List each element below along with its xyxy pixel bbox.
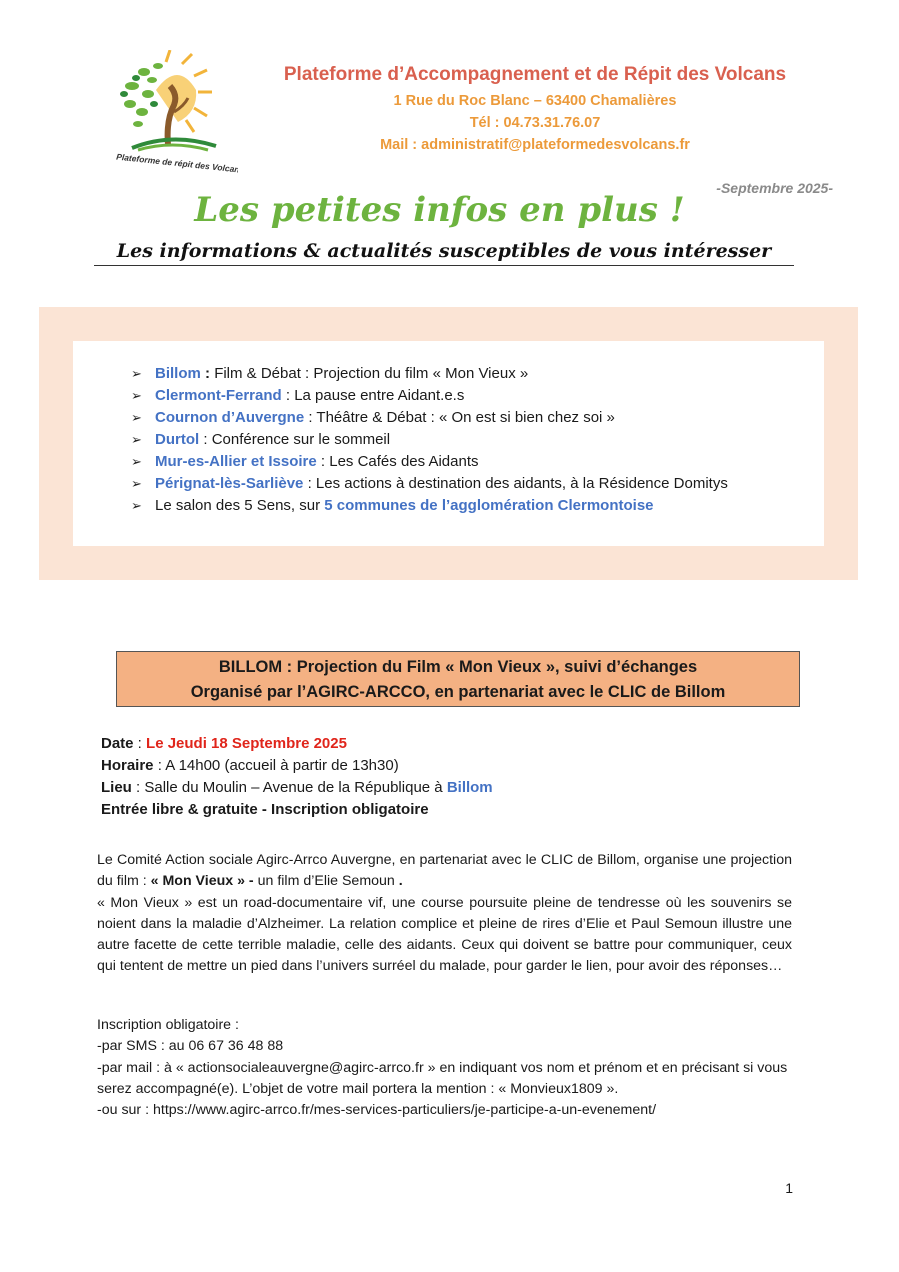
page-number: 1 (785, 1180, 793, 1196)
registration-info (97, 1015, 797, 1121)
summary-place: Pérignat-lès-Sarliève (155, 475, 304, 492)
summary-separator: : (200, 365, 215, 382)
edition-date: -Septembre 2025- (716, 180, 833, 196)
event-description (97, 850, 792, 978)
summary-place: Cournon d’Auvergne (155, 409, 305, 426)
event-organizer: Organisé par l’AGIRC-ARCCO, en partenariat avec le CLIC de Billom (190, 683, 726, 701)
summary-item (131, 451, 824, 473)
summary-separator: : (303, 475, 316, 492)
summary-item (131, 385, 824, 407)
registration-heading: Inscription obligatoire : (97, 1017, 239, 1033)
organization-address: 1 Rue du Roc Blanc – 63400 Chamalières (393, 93, 677, 109)
entry-text: Entrée libre & gratuite - Inscription obligatoire (101, 801, 429, 818)
description-intro-text: Le Comité Action sociale Agirc-Arrco Auvergne, en partenariat avec le CLIC de Billom, organise une projection du film : (97, 852, 792, 890)
summary-item (131, 407, 824, 429)
film-author: un film d’Elie Semoun (253, 873, 399, 890)
organization-name: Plateforme d’Accompagnement et de Répit des Volcans (283, 64, 787, 85)
arrow-bullet-icon: ➢ (131, 410, 142, 425)
arrow-bullet-icon: ➢ (131, 454, 142, 469)
date-label: Date (101, 735, 134, 752)
summary-separator: : (316, 453, 330, 470)
summary-separator: : (281, 387, 295, 404)
summary-text: Film & Débat : Projection du film « Mon Vieux » (214, 365, 529, 382)
organization-logo (108, 50, 238, 175)
summary-item (131, 363, 824, 385)
tree-sun-logo-icon (108, 50, 238, 175)
place-value: Salle du Moulin – Avenue de la République à (144, 779, 447, 796)
arrow-bullet-icon: ➢ (131, 498, 142, 513)
registration-mail: -par mail : à « actionsocialeauvergne@agirc-arrco.fr » en indiquant vos nom et prénom et en précisant si vous serez accompagné(e). L’objet de votre mail portera la mention : « Monvieux1809 ». (97, 1059, 788, 1097)
summary-text: Conférence sur le sommeil (211, 431, 391, 448)
arrow-bullet-icon: ➢ (131, 476, 142, 491)
organization-phone: Tél : 04.73.31.76.07 (469, 115, 601, 131)
date-value: Le Jeudi 18 Septembre 2025 (146, 735, 347, 752)
summary-panel (39, 307, 858, 580)
film-title: « Mon Vieux » - (150, 873, 254, 890)
summary-text: Les actions à destination des aidants, à la Résidence Domitys (315, 475, 728, 492)
summary-place: Mur-es-Allier et Issoire (155, 453, 317, 470)
description-intro (97, 850, 792, 893)
summary-item (131, 473, 824, 495)
event-title-box (116, 651, 800, 707)
arrow-bullet-icon: ➢ (131, 366, 142, 381)
registration-web-link[interactable]: -ou sur : https://www.agirc-arrco.fr/mes-services-particuliers/je-participe-a-un-evenement/ (97, 1102, 657, 1119)
logo-caption: Plateforme de répit des Volcans (115, 151, 238, 175)
page-subtitle: Les informations & actualités susceptibles de vous intéresser (94, 240, 794, 266)
place-label: Lieu (101, 779, 132, 796)
event-info (101, 733, 493, 821)
summary-separator: : (304, 409, 317, 426)
film-dot: . (398, 873, 403, 890)
arrow-bullet-icon: ➢ (131, 388, 142, 403)
summary-box (73, 341, 824, 546)
organization-email: Mail : administratif@plateformedesvolcans.fr (380, 137, 690, 153)
event-entry (101, 799, 493, 821)
time-value: A 14h00 (accueil à partir de 13h30) (165, 757, 399, 774)
registration-sms: -par SMS : au 06 67 36 48 88 (97, 1038, 284, 1055)
summary-place: Durtol (155, 431, 200, 448)
page-title: Les petites infos en plus ! (194, 190, 685, 230)
summary-text: Théâtre & Débat : « On est si bien chez soi » (316, 409, 615, 426)
summary-item (131, 495, 824, 517)
event-title: BILLOM : Projection du Film « Mon Vieux », suivi d’échanges (218, 658, 698, 676)
event-time: Horaire : A 14h00 (accueil à partir de 13h30) (101, 757, 399, 774)
summary-list (73, 341, 824, 517)
summary-text: Les Cafés des Aidants (329, 453, 479, 470)
summary-place: 5 communes de l’agglomération Clermontoise (324, 497, 654, 514)
time-label: Horaire (101, 757, 154, 774)
summary-place: Billom (155, 365, 201, 382)
summary-place: Clermont-Ferrand (155, 387, 282, 404)
event-location: Lieu : Salle du Moulin – Avenue de la République à Billom (101, 779, 493, 796)
event-date: Date : Le Jeudi 18 Septembre 2025 (101, 735, 347, 752)
arrow-bullet-icon: ➢ (131, 432, 142, 447)
summary-text: Le salon des 5 Sens, sur (155, 497, 325, 514)
summary-item (131, 429, 824, 451)
description-synopsis: « Mon Vieux » est un road-documentaire vif, une course poursuite pleine de tendresse où les souvenirs se noient dans la maladie d’Alzheimer. La relation complice et pleine de rires d’Elie et Paul Semoun illustre une autre facette de cette terrible maladie, celle des aidants. Ceux qui doivent se battre pour communiquer, ceux qui tentent de mettre un pied dans l’univers surréel du malade, pour garder le lien, pour avoir des réponses… (97, 894, 792, 975)
summary-separator: : (199, 431, 212, 448)
place-town: Billom (446, 779, 493, 796)
summary-text: La pause entre Aidant.e.s (294, 387, 465, 404)
